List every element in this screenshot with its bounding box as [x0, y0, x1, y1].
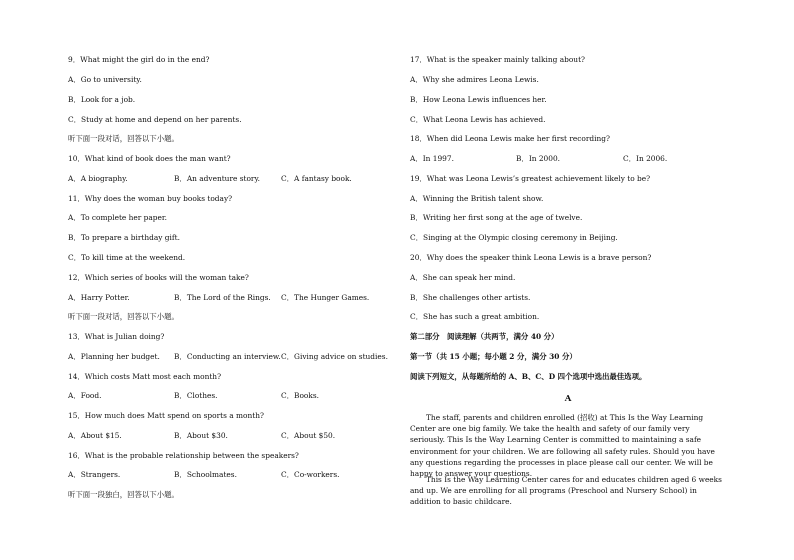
option-16c: C．Co-workers.	[281, 470, 340, 479]
option-19b: B．Writing her first song at the age of twelve.	[410, 213, 583, 222]
reading-directions: 阅读下列短文，从每题所给的 A、B、C、D 四个选项中选出最佳选项。	[410, 372, 647, 381]
option-12c: C．The Hunger Games.	[281, 293, 370, 302]
option-10c: C．A fantasy book.	[281, 174, 352, 183]
option-11b: B．To prepare a birthday gift.	[68, 233, 180, 242]
option-16a: A．Strangers.	[68, 470, 121, 479]
option-11c: C．To kill time at the weekend.	[68, 253, 186, 262]
question-10: 10．What kind of book does the man want?	[68, 154, 231, 163]
question-19: 19．What was Leona Lewis’s greatest achievement likely to be?	[410, 174, 651, 183]
passage-paragraph-2: This Is the Way Learning Center cares for and educates children aged 6 weeks and up. We are enrolling for all programs (Preschool and Nursery School) in addition to basic childcare.	[410, 475, 722, 507]
option-12a: A．Harry Potter.	[68, 293, 130, 302]
question-20: 20．Why does the speaker think Leona Lewis is a brave person?	[410, 253, 652, 262]
instruction-dialogue-2: 听下面一段对话，回答以下小题。	[68, 312, 179, 321]
option-18c: C．In 2006.	[623, 154, 668, 163]
option-17b: B．How Leona Lewis influences her.	[410, 95, 547, 104]
question-14: 14．Which costs Matt most each month?	[68, 372, 222, 381]
option-19a: A．Winning the British talent show.	[410, 194, 544, 203]
question-11: 11．Why does the woman buy books today?	[68, 194, 233, 203]
option-15b: B．About $30.	[174, 431, 228, 440]
option-14c: C．Books.	[281, 391, 319, 400]
option-9a: A．Go to university.	[68, 75, 142, 84]
question-18: 18．When did Leona Lewis make her first recording?	[410, 134, 610, 143]
option-12b: B．The Lord of the Rings.	[174, 293, 271, 302]
option-15c: C．About $50.	[281, 431, 336, 440]
passage-label: A	[564, 394, 572, 404]
option-13c: C．Giving advice on studies.	[281, 352, 388, 361]
option-9c: C．Study at home and depend on her parents.	[68, 115, 242, 124]
instruction-monologue: 听下面一段独白，回答以下小题。	[68, 490, 179, 499]
option-10b: B．An adventure story.	[174, 174, 260, 183]
section-one-heading: 第一节（共 15 小题；每小题 2 分，满分 30 分）	[410, 352, 577, 361]
question-15: 15．How much does Matt spend on sports a month?	[68, 411, 264, 420]
option-20a: A．She can speak her mind.	[410, 273, 516, 282]
question-16: 16．What is the probable relationship between the speakers?	[68, 451, 299, 460]
option-17c: C．What Leona Lewis has achieved.	[410, 115, 546, 124]
option-14b: B．Clothes.	[174, 391, 218, 400]
option-19c: C．Singing at the Olympic closing ceremony in Beijing.	[410, 233, 618, 242]
question-12: 12．Which series of books will the woman take?	[68, 273, 249, 282]
question-13: 13．What is Julian doing?	[68, 332, 165, 341]
option-20b: B．She challenges other artists.	[410, 293, 531, 302]
option-18a: A．In 1997.	[410, 154, 454, 163]
option-11a: A．To complete her paper.	[68, 213, 167, 222]
question-9: 9．What might the girl do in the end?	[68, 55, 210, 64]
option-20c: C．She has such a great ambition.	[410, 312, 540, 321]
option-15a: A．About $15.	[68, 431, 122, 440]
option-13a: A．Planning her budget.	[68, 352, 160, 361]
option-16b: B．Schoolmates.	[174, 470, 237, 479]
passage-paragraph-1: The staff, parents and children enrolled (招收) at This Is the Way Learning Center are one big family. We take the health and safety of our family very seriously. This Is the Way Learning Center is committed to maintaining a safe environment for your children. We are following all safety rules. Should you have any questions regarding the processes in place please call our center. We will be happy to answer your questions.	[410, 413, 715, 479]
option-13b: B．Conducting an interview.	[174, 352, 281, 361]
question-17: 17．What is the speaker mainly talking about?	[410, 55, 586, 64]
part-two-heading: 第二部分 阅读理解（共两节，满分 40 分）	[410, 332, 559, 341]
option-10a: A．A biography.	[68, 174, 128, 183]
option-14a: A．Food.	[68, 391, 102, 400]
option-17a: A．Why she admires Leona Lewis.	[410, 75, 539, 84]
option-9b: B．Look for a job.	[68, 95, 136, 104]
option-18b: B．In 2000.	[516, 154, 561, 163]
instruction-dialogue-1: 听下面一段对话，回答以下小题。	[68, 134, 179, 143]
